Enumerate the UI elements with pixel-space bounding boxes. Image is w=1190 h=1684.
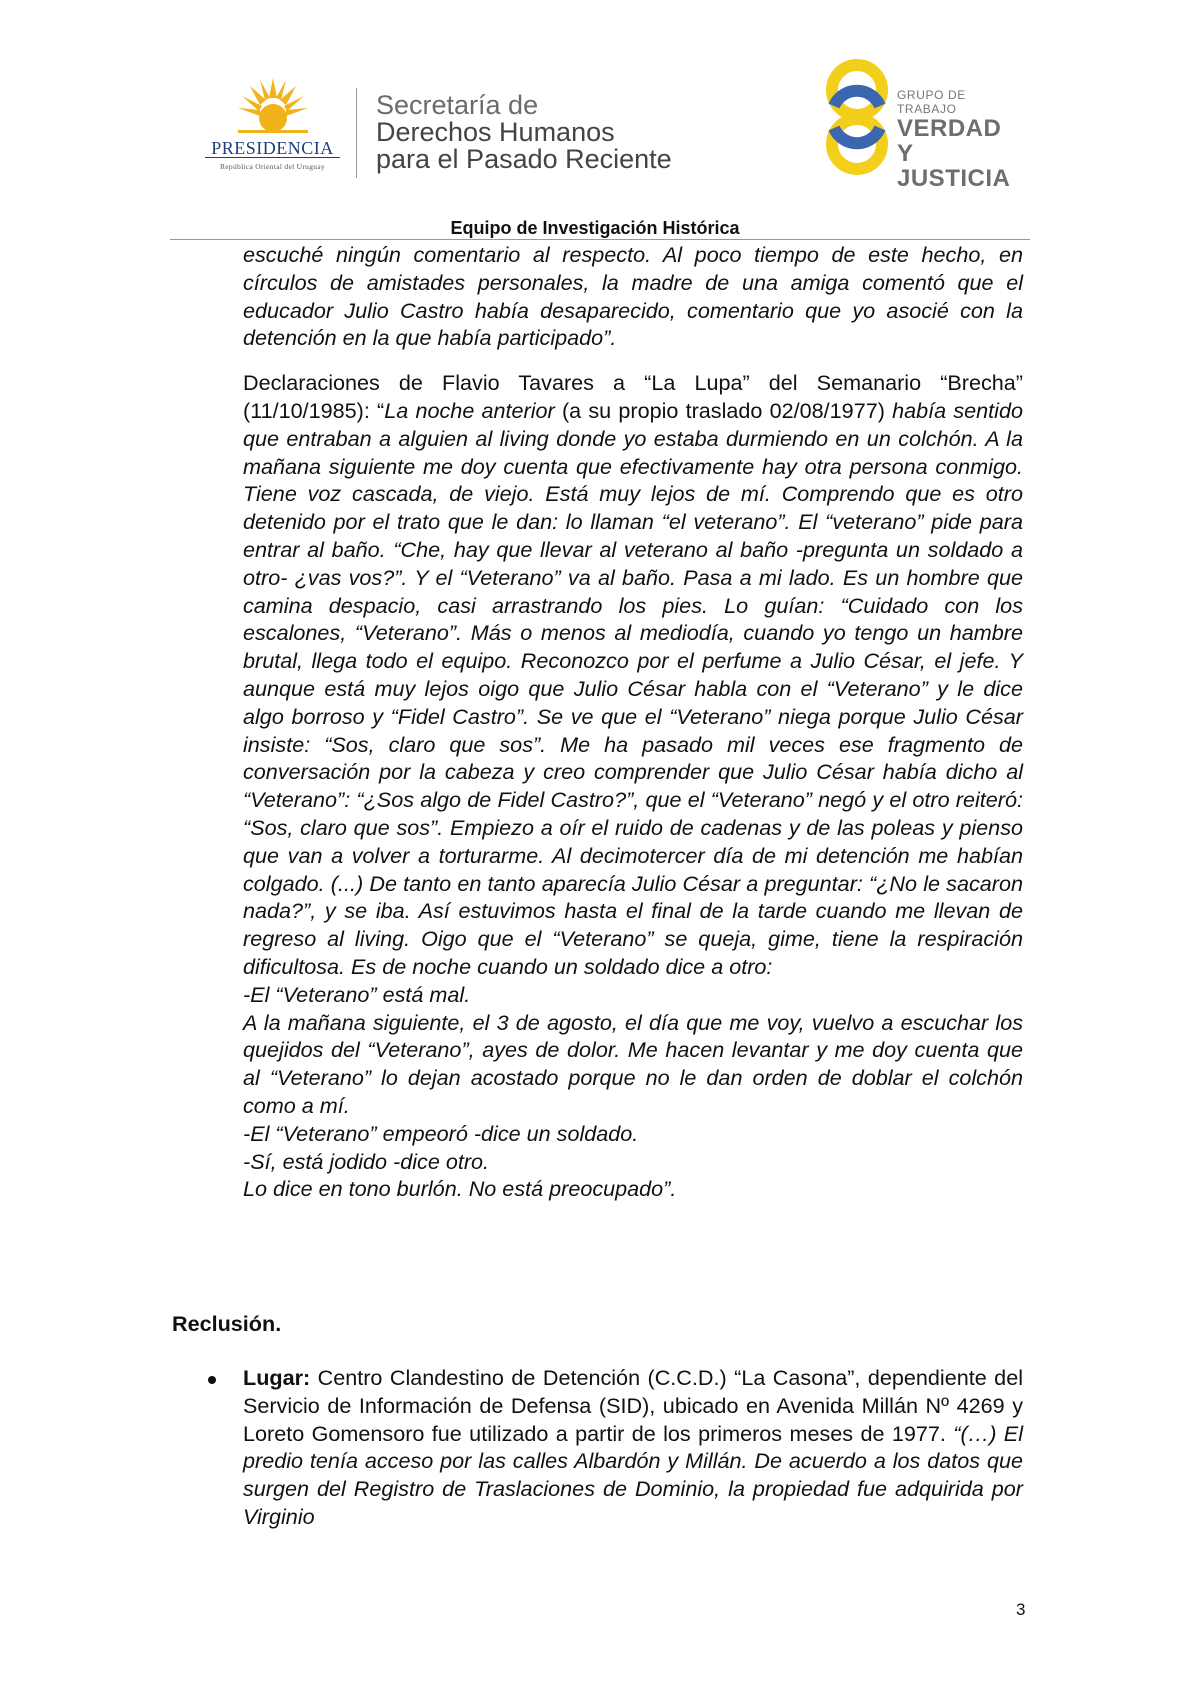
dialogue-line-1-text: -El “Veterano” está mal.	[243, 981, 471, 1007]
presidencia-name: PRESIDENCIA	[211, 138, 334, 158]
bullet-label: Lugar:	[243, 1365, 311, 1390]
bullet-item	[243, 1364, 1023, 1531]
verdad-label: VERDAD Y	[897, 115, 1002, 167]
paragraph-2-intro: Declaraciones de Flavio Tavares a “La Lupa” del Semanario “Brecha” (11/10/1985): “	[243, 370, 1023, 423]
dialogue-line-1	[243, 981, 1023, 1009]
page-number: 3	[1016, 1600, 1026, 1619]
secretaria-line-2: Derechos Humanos	[376, 117, 615, 147]
secretaria-line-1: Secretaría de	[376, 90, 539, 120]
paragraph-2-quote-2: había sentido que entraban a alguien al living donde yo estaba durmiendo en un colchón. A la mañana siguiente me doy cuenta que efectivamente hay otra persona conmigo. Tiene voz cascada, de viejo. Está muy lejos de mí. Comprendo que es otro detenido por el trato que le dan: lo llaman “el veterano”. El “veterano” pide para entrar al baño. “Che, hay que llevar al veterano al baño -pregunta un soldado a otro- ¿vas vos?”. Y el “Veterano” va al baño. Pasa a mi lado. Es un hombre que camina despacio, casi arrastrando los pies. Lo guían: “Cuidado con los escalones, “Veterano”. Más o menos al mediodía, cuando yo tengo un hambre brutal, llega todo el equipo. Reconozco por el perfume a Julio César, el jefe. Y aunque está muy lejos oigo que Julio César habla con el “Veterano” y le dice algo borroso y “Fidel Castro”. Se ve que el “Veterano” niega porque Julio César insiste: “Sos, claro que sos”. Me ha pasado mil veces ese fragmento de conversación por la cabeza y creo comprender que Julio César había dicho al “Veterano”: “¿Sos algo de Fidel Castro?”, que el “Veterano” negó y el otro reiteró: “Sos, claro que sos”. Empiezo a oír el ruido de cadenas y de las poleas y pienso que van a volver a torturarme. Al decimotercer día de mi detención me habían colgado. (...) De tanto en tanto aparecía Julio César a preguntar: “¿No le sacaron nada?”, y se iba. Así estuvimos hasta el final de la tarde cuando me llevan de regreso al living. Oigo que el “Veterano” se queja, gime, tiene la respiración dificultosa. Es de noche cuando un soldado dice a otro:	[243, 397, 1024, 979]
header-rule	[170, 239, 1030, 240]
verdad-justicia-text	[897, 88, 1022, 191]
presidencia-logo	[195, 78, 350, 178]
rings-icon	[822, 56, 892, 181]
paragraph-2-mid: (a su propio traslado 02/08/1977)	[554, 397, 893, 423]
paragraph-1	[243, 241, 1023, 352]
paragraph-2-quote-1: La noche anterior	[384, 397, 555, 423]
bullet-text: Centro Clandestino de Detención (C.C.D.) “La Casona”, dependiente del Servicio de Información de Defensa (SID), ubicado en Avenida Millán Nº 4269 y Loreto Gomensoro fue utilizado a partir de los primeros meses de 1977.	[243, 1365, 1023, 1446]
dialogue-line-3-text: -Sí, está jodido -dice otro.	[243, 1148, 490, 1174]
paragraph-3	[243, 1009, 1023, 1120]
secretaria-line-3: para el Pasado Reciente	[376, 144, 672, 174]
secretaria-title	[376, 92, 672, 173]
document-body	[243, 241, 1023, 1203]
team-title: Equipo de Investigación Histórica	[450, 218, 740, 238]
verdad-justicia-logo	[822, 56, 1022, 192]
page-header	[0, 0, 1190, 240]
header-divider	[356, 88, 357, 178]
sun-icon	[238, 78, 308, 140]
dialogue-line-4	[243, 1175, 1023, 1203]
justicia-label: JUSTICIA	[897, 165, 1011, 192]
bullet-quote: “(…) El predio tenía acceso por las calles Albardón y Millán. De acuerdo a los datos que surgen del Registro de Traslaciones de Dominio, la propiedad fue adquirida por Virginio	[243, 1420, 1023, 1529]
paragraph-1-text: escuché ningún comentario al respecto. Al poco tiempo de este hecho, en círculos de amistades personales, la madre de una amiga comentó que el educador Julio Castro había desaparecido, comentario que yo asocié con la detención en la que había participado”.	[243, 242, 1023, 351]
paragraph-2	[243, 369, 1023, 981]
paragraph-3-text: A la mañana siguiente, el 3 de agosto, el día que me voy, vuelvo a escuchar los quejidos del “Veterano”, ayes de dolor. Me hacen levantar y me doy cuenta que al “Veterano” lo dejan acostado porque no le dan orden de doblar el colchón como a mí.	[243, 1009, 1023, 1118]
dialogue-line-3	[243, 1148, 1023, 1176]
dialogue-line-4-text: Lo dice en tono burlón. No está preocupado”.	[243, 1176, 677, 1202]
dialogue-line-2-text: -El “Veterano” empeoró -dice un soldado.	[243, 1120, 639, 1146]
section-heading: Reclusión.	[172, 1311, 282, 1336]
presidencia-subtitle: República Oriental del Uruguay	[219, 162, 325, 171]
grupo-label: GRUPO DE TRABAJO	[897, 88, 966, 116]
bullet-icon	[208, 1376, 216, 1384]
dialogue-line-2	[243, 1120, 1023, 1148]
